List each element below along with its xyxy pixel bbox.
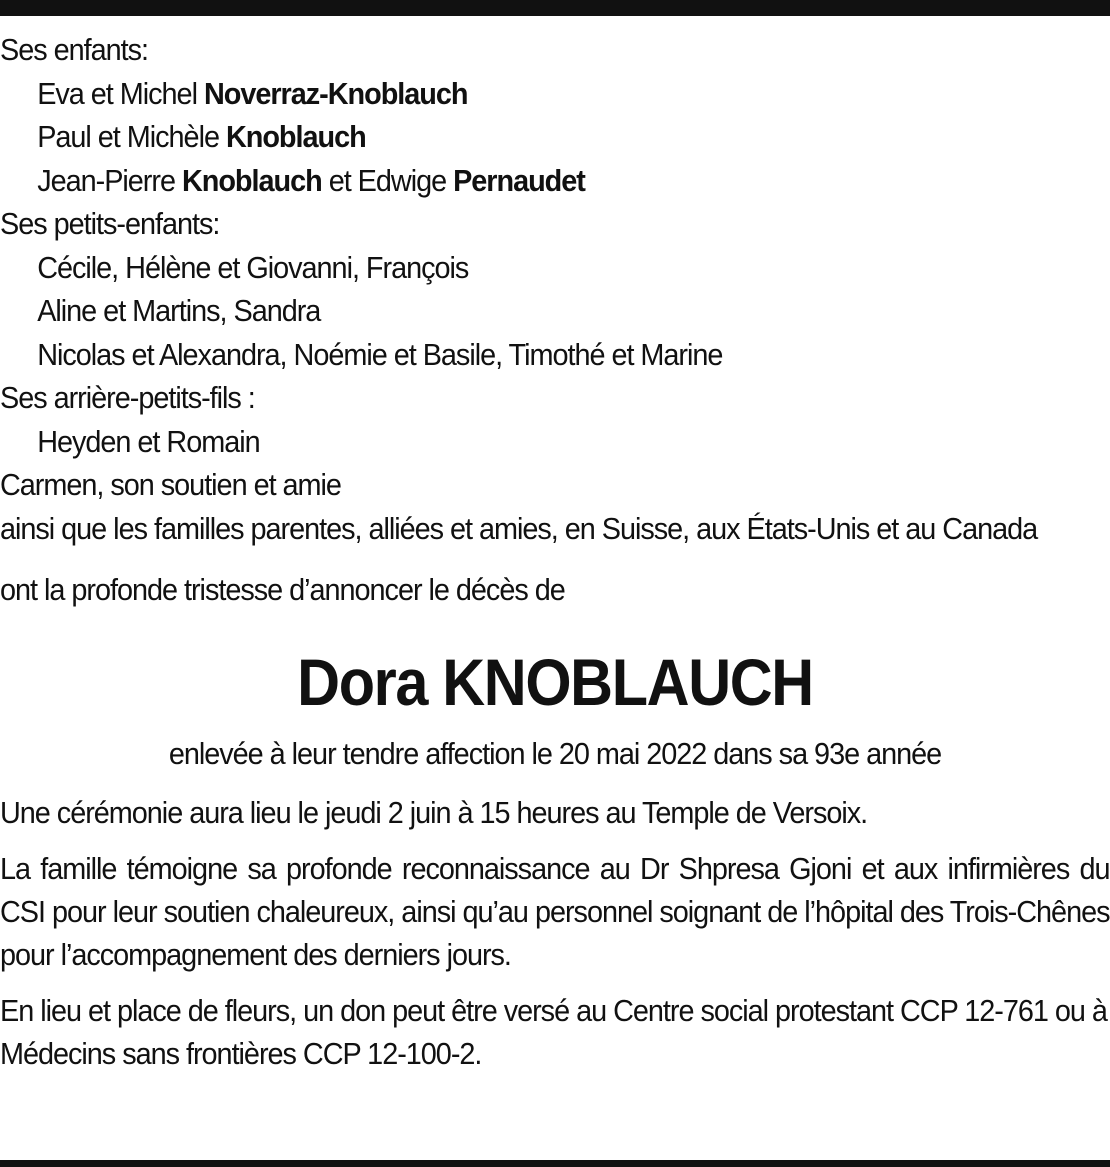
passing-line: enlevée à leur tendre affection le 20 mai 2022 dans sa 93e année [168, 735, 942, 771]
deceased-name: Dora KNOBLAUCH [297, 644, 813, 719]
top-border-rule [0, 0, 1110, 16]
grandchildren-heading: Ses petits-enfants: [0, 206, 220, 241]
announcement-line: ont la profonde tristesse d’annoncer le décès de [0, 572, 565, 607]
extended-family-line: ainsi que les familles parentes, alliées et amies, en Suisse, aux États-Unis et au Canada [0, 510, 1038, 546]
great-grandchildren-heading: Ses arrière-petits-fils : [0, 380, 255, 415]
great-grandchildren-line-1: Heyden et Romain [37, 423, 260, 459]
bottom-border-rule [0, 1160, 1110, 1167]
grandchildren-line-1: Cécile, Hélène et Giovanni, François [37, 249, 469, 285]
child-line-1: Eva et Michel Noverraz-Knoblauch [37, 75, 468, 111]
thanks-paragraph: La famille témoigne sa profonde reconnaissance au Dr Shpresa Gjoni et aux infirmières du CSI pour leur soutien chaleureux, ainsi qu’au personnel soignant de l’hôpital des Trois-Chênes pour l’accompagnement des derniers jours. [0, 851, 1110, 972]
grandchildren-line-2: Aline et Martins, Sandra [37, 293, 321, 328]
obituary-notice [0, 28, 1110, 1075]
donation-paragraph: En lieu et place de fleurs, un don peut être versé au Centre social protestant CCP 12-761 ou à Médecins sans frontières CCP 12-100-2. [0, 993, 1107, 1071]
grandchildren-line-3: Nicolas et Alexandra, Noémie et Basile, Timothé et Marine [37, 336, 723, 372]
children-heading: Ses enfants: [0, 32, 149, 67]
child-line-3: Jean-Pierre Knoblauch et Edwige Pernaudet [37, 162, 585, 198]
child-line-2: Paul et Michèle Knoblauch [37, 119, 366, 154]
ceremony-line: Une cérémonie aura lieu le jeudi 2 juin à 15 heures au Temple de Versoix. [0, 794, 868, 830]
carmen-line: Carmen, son soutien et amie [0, 467, 341, 502]
